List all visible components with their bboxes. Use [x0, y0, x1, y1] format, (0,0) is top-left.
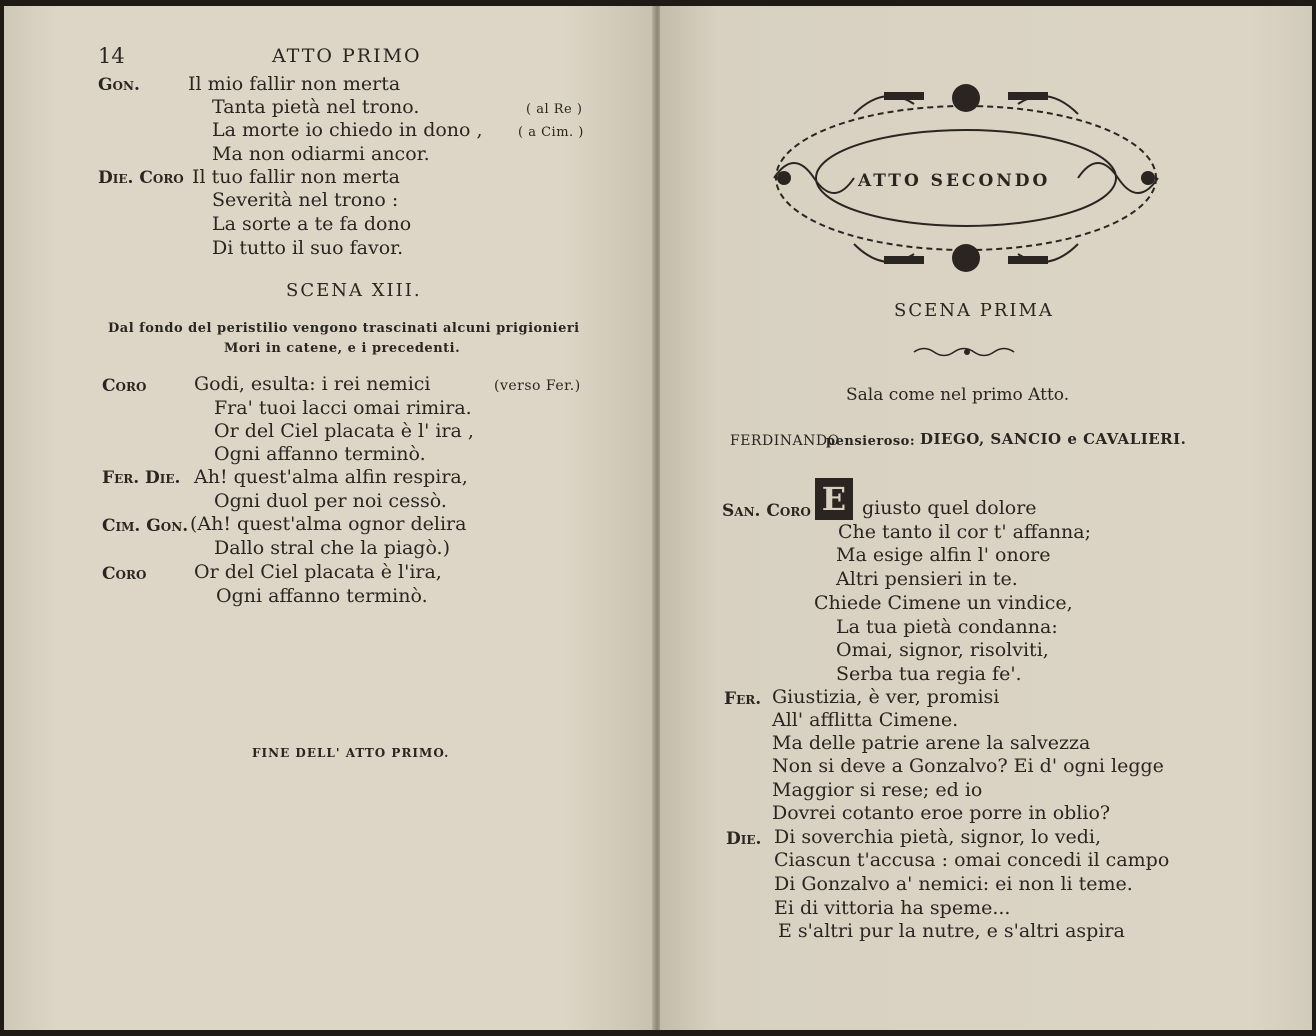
verse-line: Di Gonzalvo a' nemici: ei non li teme.	[774, 873, 1133, 895]
setting-line: Sala come nel primo Atto.	[846, 385, 1070, 405]
verse-line: Dallo stral che la piagò.)	[214, 537, 450, 559]
verse-line: Il tuo fallir non merta	[192, 166, 400, 188]
speaker-label: Fer. Die.	[102, 468, 181, 488]
verse-line: Ei di vittoria ha speme...	[774, 897, 1011, 919]
verse-line: Il mio fallir non merta	[188, 73, 401, 95]
speaker-label: Fer.	[724, 689, 762, 709]
verse-line: La sorte a te fa dono	[212, 213, 412, 235]
drop-cap: E	[815, 478, 853, 520]
verse-line: Dovrei cotanto eroe porre in oblio?	[772, 802, 1111, 824]
verse-line: Ma esige alfin l' onore	[836, 544, 1051, 566]
cast-name: FERDINANDO	[730, 433, 840, 449]
verse-line: La morte io chiedo in dono ,	[212, 119, 483, 141]
verse-line: Omai, signor, risolviti,	[836, 639, 1049, 661]
verse-line: Non si deve a Gonzalvo? Ei d' ogni legge	[772, 755, 1164, 777]
cast-direction: pensieroso:	[826, 434, 916, 449]
verse-line: Serba tua regia fe'.	[836, 663, 1022, 685]
verse-line: Di soverchia pietà, signor, lo vedi,	[774, 826, 1101, 848]
verse-line: Fra' tuoi lacci omai rimira.	[214, 397, 472, 419]
speaker-label: Gon.	[98, 75, 140, 95]
verse-line: Ma non odiarmi ancor.	[212, 143, 430, 165]
verse-line: Di tutto il suo favor.	[212, 237, 404, 259]
speaker-label: Die. Coro	[98, 168, 184, 188]
verse-line: All' afflitta Cimene.	[772, 709, 959, 731]
page-number: 14	[98, 44, 125, 68]
speaker-label: Coro	[102, 376, 147, 396]
speaker-label: Coro	[102, 564, 147, 584]
verse-line: La tua pietà condanna:	[836, 616, 1058, 638]
verse-line: Tanta pietà nel trono.	[212, 96, 420, 118]
verse-line: Maggior si rese; ed io	[772, 779, 983, 801]
ornamental-divider	[912, 345, 1022, 359]
verse-line: Ogni duol per noi cessò.	[214, 490, 447, 512]
cast-names: DIEGO, SANCIO e CAVALIERI.	[920, 430, 1187, 448]
speaker-label: San. Coro	[722, 501, 811, 521]
verse-line: Ciascun t'accusa : omai concedi il campo	[774, 849, 1170, 871]
verse-line: Ogni affanno terminò.	[216, 585, 428, 607]
running-head: ATTO PRIMO	[272, 45, 422, 67]
verse-line: Or del Ciel placata è l' ira ,	[214, 420, 474, 442]
stage-aside: (verso Fer.)	[494, 378, 581, 394]
verse-line: Giustizia, è ver, promisi	[772, 686, 1000, 708]
stage-aside: ( al Re )	[526, 102, 583, 117]
scene-title: SCENA PRIMA	[894, 300, 1054, 321]
stage-direction: Dal fondo del peristilio vengono trascinati alcuni prigionieri	[108, 321, 580, 336]
verse-line: (Ah! quest'alma ognor delira	[190, 513, 467, 535]
verse-line: Ogni affanno terminò.	[214, 443, 426, 465]
verse-line: giusto quel dolore	[862, 497, 1037, 519]
act-title: ATTO SECONDO	[858, 171, 1051, 191]
verse-line: Che tanto il cor t' affanna;	[838, 521, 1092, 543]
stage-aside: ( a Cim. )	[518, 125, 584, 140]
verse-line: Chiede Cimene un vindice,	[814, 592, 1073, 614]
verse-line: Or del Ciel placata è l'ira,	[194, 561, 442, 583]
verse-line: Altri pensieri in te.	[836, 568, 1018, 590]
verse-line: E s'altri pur la nutre, e s'altri aspira	[778, 920, 1125, 942]
scene-title: SCENA XIII.	[286, 280, 422, 301]
verse-line: Godi, esulta: i rei nemici	[194, 373, 431, 395]
verse-line: Severità nel trono :	[212, 189, 399, 211]
stage-direction: Mori in catene, e i precedenti.	[224, 341, 461, 356]
act-end-note: FINE DELL' ATTO PRIMO.	[252, 746, 450, 760]
verse-line: Ah! quest'alma alfin respira,	[194, 466, 468, 488]
speaker-label: Cim. Gon.	[102, 516, 189, 536]
speaker-label: Die.	[726, 829, 762, 849]
verse-line: Ma delle patrie arene la salvezza	[772, 732, 1091, 754]
